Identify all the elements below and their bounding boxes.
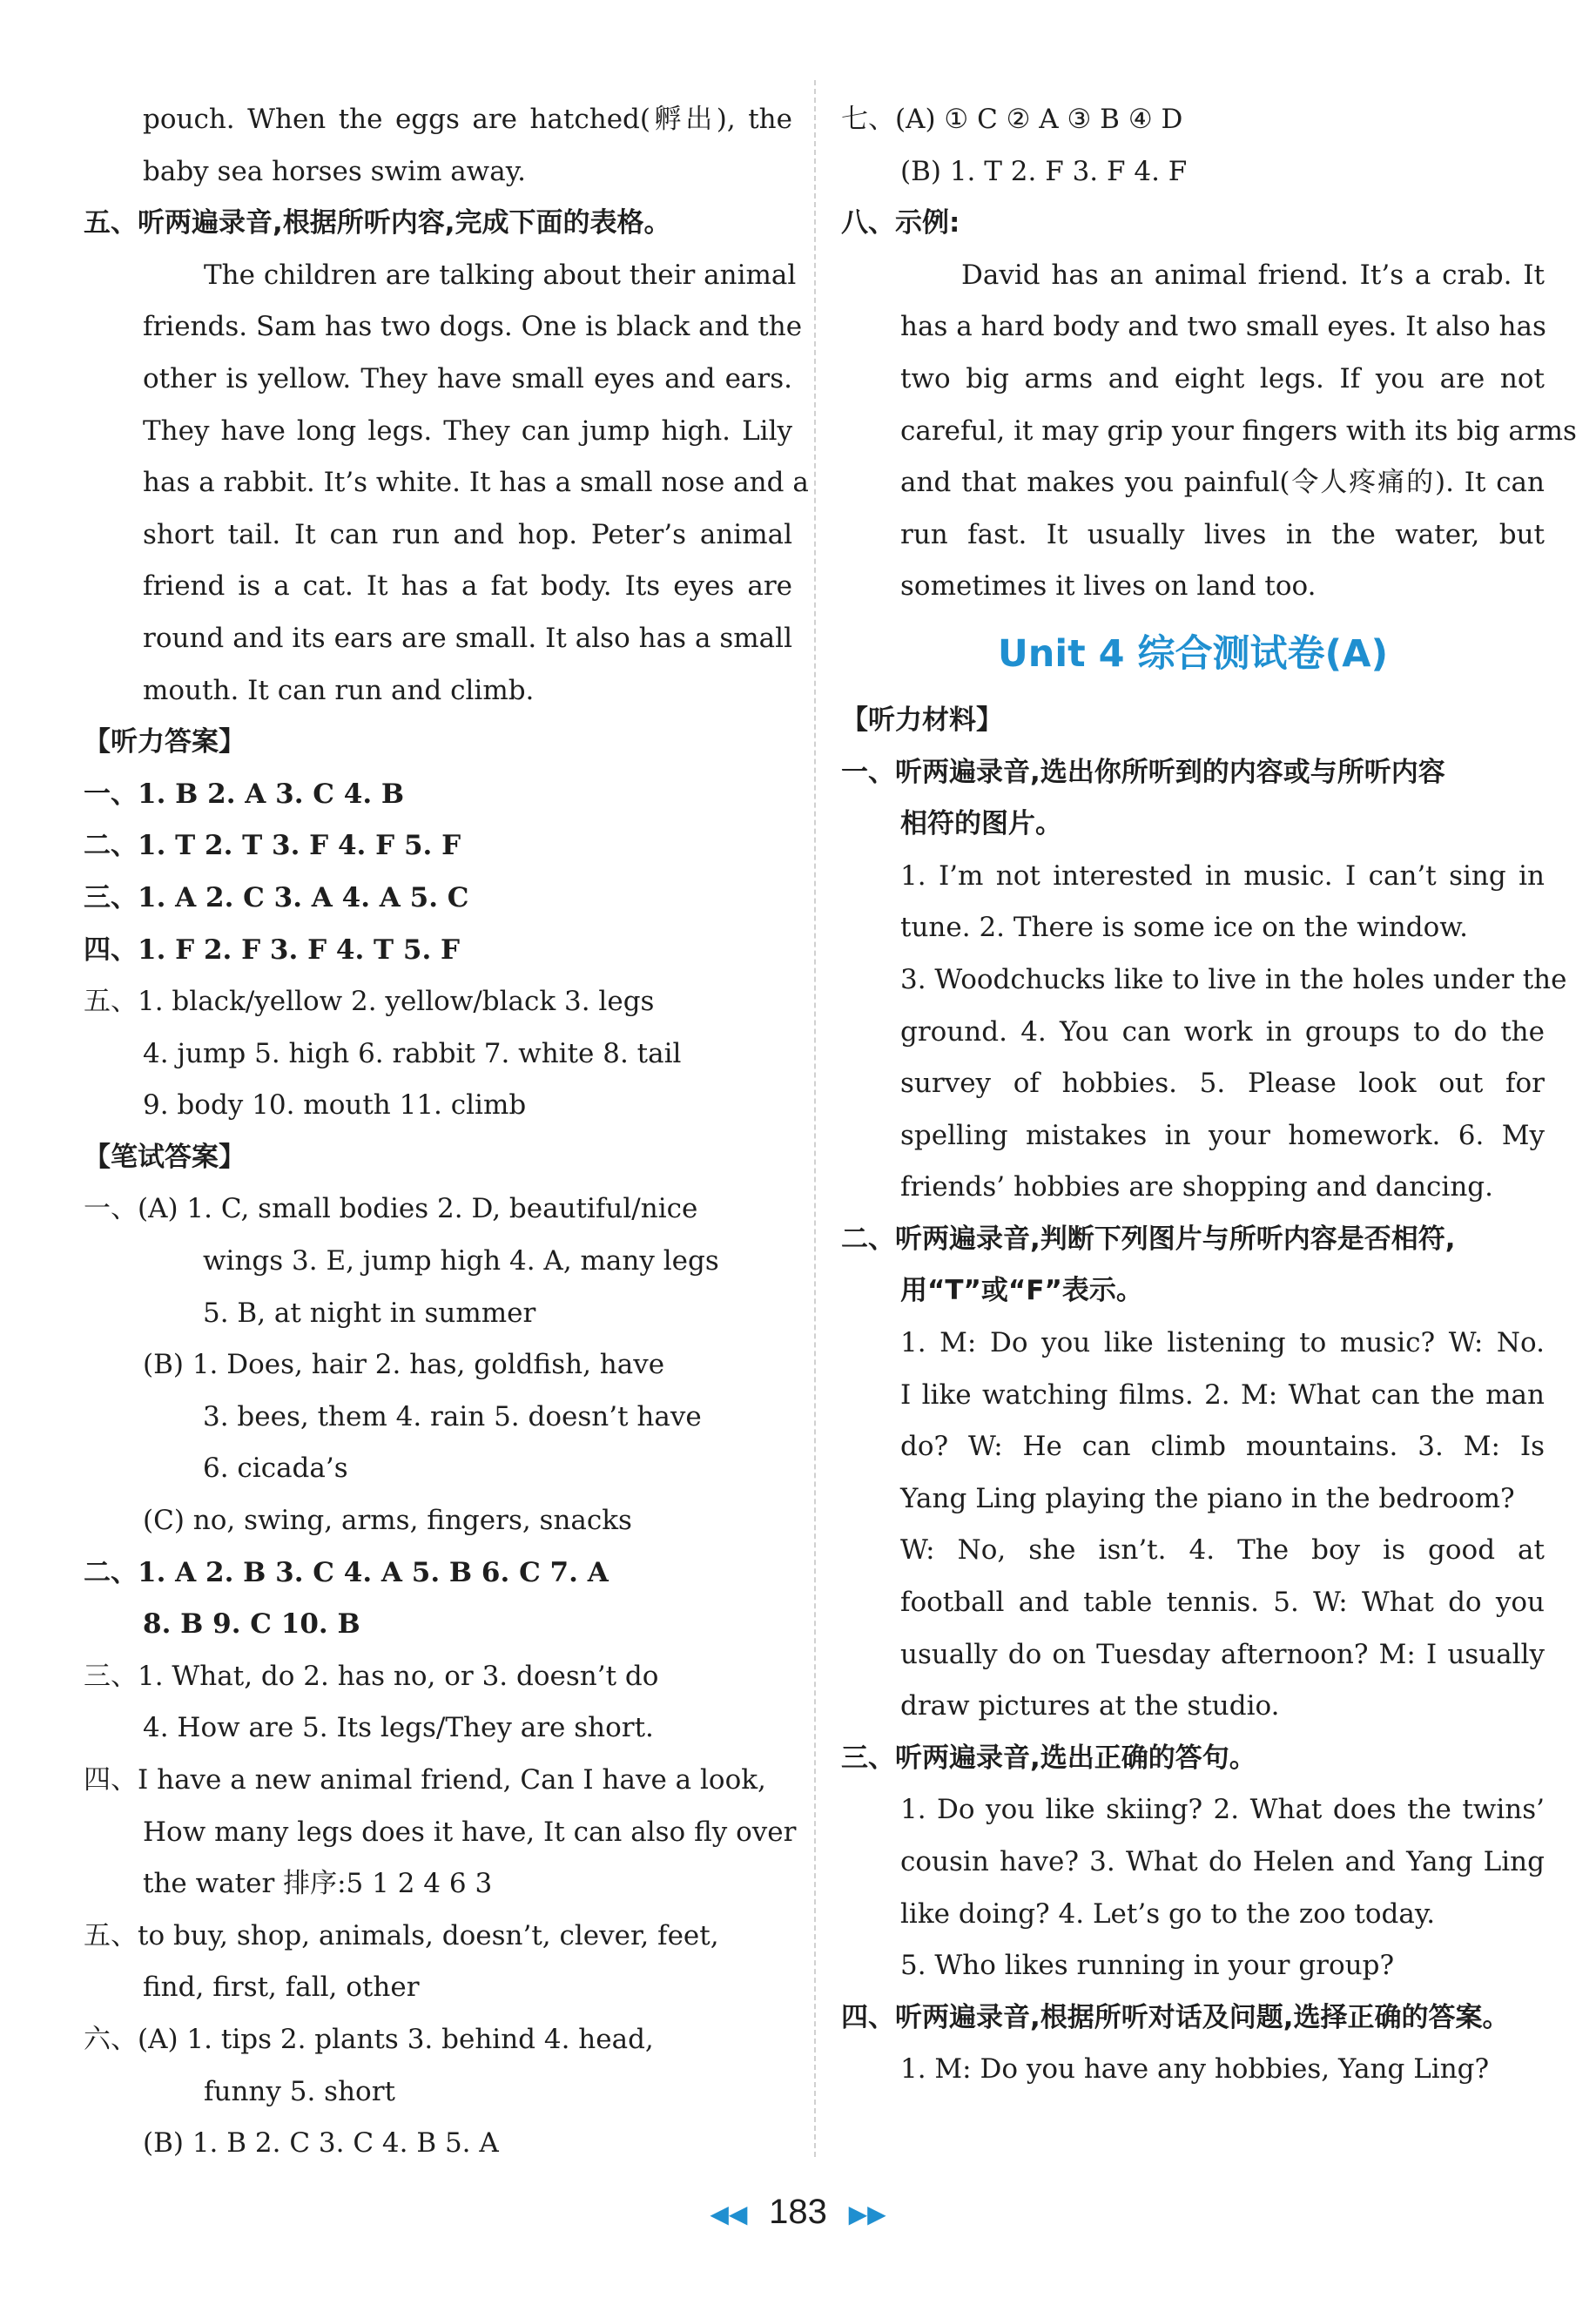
answer-line: (B) 1. B 2. C 3. C 4. B 5. A [143, 2127, 499, 2160]
answer-line: funny 5. short [204, 2075, 395, 2107]
text-line: W: No, she isn’t. 4. The boy is good at [900, 1534, 1545, 1567]
answer-line: (B) 1. T 2. F 3. F 4. F [900, 155, 1188, 187]
section-heading: 【笔试答案】 [84, 1141, 246, 1173]
text-line: 1. I’m not interested in music. I can’t sing in [900, 859, 1545, 892]
section-heading: 五、听两遍录音,根据所听内容,完成下面的表格。 [84, 207, 671, 239]
text-line: friend is a cat. It has a fat body. Its eyes are [143, 570, 792, 603]
left-column [84, 94, 809, 2170]
page-footer [0, 2186, 1596, 2241]
answer-line: 五、to buy, shop, animals, doesn’t, clever, feet, [84, 1919, 719, 1951]
answer-line: 三、1. What, do 2. has no, or 3. doesn’t do [84, 1660, 659, 1692]
text-line: baby sea horses swim away. [143, 155, 526, 187]
text-line: The children are talking about their animal [204, 259, 797, 291]
answer-line: 3. bees, them 4. rain 5. doesn’t have [203, 1400, 702, 1432]
answer-line: 六、(A) 1. tips 2. plants 3. behind 4. head, [84, 2023, 654, 2055]
answer-line: 五、1. black/yellow 2. yellow/black 3. legs [84, 986, 655, 1018]
answer-line: (B) 1. Does, hair 2. has, goldfish, have [143, 1349, 665, 1381]
text-line: draw pictures at the studio. [900, 1690, 1280, 1722]
prev-arrows-icon: ◀◀ [710, 2200, 748, 2228]
text-line: has a rabbit. It’s white. It has a small nose and a [143, 467, 809, 499]
text-line: David has an animal friend. It’s a crab. It [961, 259, 1545, 291]
answer-line: 四、I have a new animal friend, Can I have a look, [84, 1764, 766, 1796]
section-heading: 二、听两遍录音,判断下列图片与所听内容是否相符, [841, 1223, 1456, 1255]
text-line: football and table tennis. 5. W: What do you [900, 1587, 1545, 1619]
text-line: 1. M: Do you have any hobbies, Yang Ling? [900, 2053, 1490, 2086]
text-line: has a hard body and two small eyes. It also has [900, 311, 1546, 343]
text-line: pouch. When the eggs are hatched(孵出), the [143, 104, 792, 135]
text-line: and that makes you painful(令人疼痛的). It can [900, 467, 1545, 499]
text-line: friends’ hobbies are shopping and dancing. [900, 1171, 1494, 1203]
answer-line: 一、(A) 1. C, small bodies 2. D, beautiful/nice [84, 1193, 698, 1225]
unit-title: Unit 4 综合测试卷(A) [997, 631, 1389, 676]
answer-line: 三、1. A 2. C 3. A 4. A 5. C [84, 881, 469, 913]
text-line: 1. Do you like skiing? 2. What does the twins’ [900, 1794, 1545, 1826]
text-line: like doing? 4. Let’s go to the zoo today. [900, 1897, 1436, 1930]
text-line: sometimes it lives on land too. [900, 570, 1317, 603]
answer-line: How many legs does it have, It can also fly over [143, 1816, 797, 1848]
text-line: run fast. It usually lives in the water, but [900, 518, 1545, 550]
text-line: survey of hobbies. 5. Please look out for [900, 1068, 1545, 1100]
answer-line: 二、1. A 2. B 3. C 4. A 5. B 6. C 7. A [84, 1556, 609, 1588]
text-line: I like watching films. 2. M: What can the man [900, 1378, 1545, 1411]
text-line: 1. M: Do you like listening to music? W: No. [900, 1327, 1545, 1359]
text-line: round and its ears are small. It also has a small [143, 622, 792, 654]
text-line: do? W: He can climb mountains. 3. M: Is [900, 1431, 1545, 1463]
column-divider [814, 80, 816, 2157]
text-line: spelling mistakes in your homework. 6. My [900, 1119, 1545, 1151]
answer-line: 9. body 10. mouth 11. climb [143, 1089, 527, 1122]
section-heading: 【听力答案】 [84, 726, 246, 758]
answer-line: find, first, fall, other [143, 1971, 420, 2004]
answer-line: 4. How are 5. Its legs/They are short. [143, 1712, 654, 1744]
section-heading: 八、示例: [841, 207, 960, 239]
next-arrows-icon: ▶▶ [848, 2200, 886, 2228]
answer-line: 二、1. T 2. T 3. F 4. F 5. F [84, 830, 461, 862]
text-line: friends. Sam has two dogs. One is black and the [143, 311, 803, 343]
text-line: cousin have? 3. What do Helen and Yang Ling [900, 1846, 1545, 1877]
answer-line: 8. B 9. C 10. B [143, 1608, 360, 1641]
text-line: usually do on Tuesday afternoon? M: I usually [900, 1638, 1545, 1670]
text-line: other is yellow. They have small eyes and ears. [143, 362, 792, 394]
text-line: ground. 4. You can work in groups to do the [900, 1015, 1545, 1048]
answer-line: 一、1. B 2. A 3. C 4. B [84, 778, 405, 810]
section-heading: 三、听两遍录音,选出正确的答句。 [841, 1742, 1256, 1774]
answer-line: 七、(A) ① C ② A ③ B ④ D [841, 104, 1183, 135]
answer-line: wings 3. E, jump high 4. A, many legs [203, 1245, 719, 1277]
answer-line: 4. jump 5. high 6. rabbit 7. white 8. tail [143, 1037, 682, 1069]
section-heading: 四、听两遍录音,根据所听对话及问题,选择正确的答案。 [841, 2001, 1510, 2033]
text-line: careful, it may grip your fingers with its big arms [900, 414, 1577, 447]
answer-line: the water 排序:5 1 2 4 6 3 [143, 1868, 493, 1900]
text-line: 5. Who likes running in your group? [900, 1950, 1395, 1982]
section-heading: 【听力材料】 [841, 704, 1003, 736]
text-line: two big arms and eight legs. If you are not [900, 362, 1545, 394]
text-line: mouth. It can run and climb. [143, 674, 535, 706]
answer-line: 6. cicada’s [203, 1452, 348, 1485]
text-line: 3. Woodchucks like to live in the holes under the [900, 963, 1567, 995]
text-line: Yang Ling playing the piano in the bedroom? [900, 1482, 1515, 1514]
section-heading: 相符的图片。 [900, 808, 1062, 840]
text-line: tune. 2. There is some ice on the window. [900, 912, 1468, 944]
answer-line: 四、1. F 2. F 3. F 4. T 5. F [84, 933, 461, 966]
text-line: They have long legs. They can jump high. Lily [143, 414, 792, 447]
right-column [841, 94, 1577, 2096]
page-number: 183 [769, 2193, 827, 2231]
text-line: short tail. It can run and hop. Peter’s animal [143, 518, 792, 550]
section-heading: 一、听两遍录音,选出你所听到的内容或与所听内容 [841, 756, 1445, 788]
answer-line: (C) no, swing, arms, fingers, snacks [143, 1505, 632, 1537]
section-heading: 用“T”或“F”表示。 [900, 1275, 1143, 1307]
answer-line: 5. B, at night in summer [203, 1297, 536, 1329]
